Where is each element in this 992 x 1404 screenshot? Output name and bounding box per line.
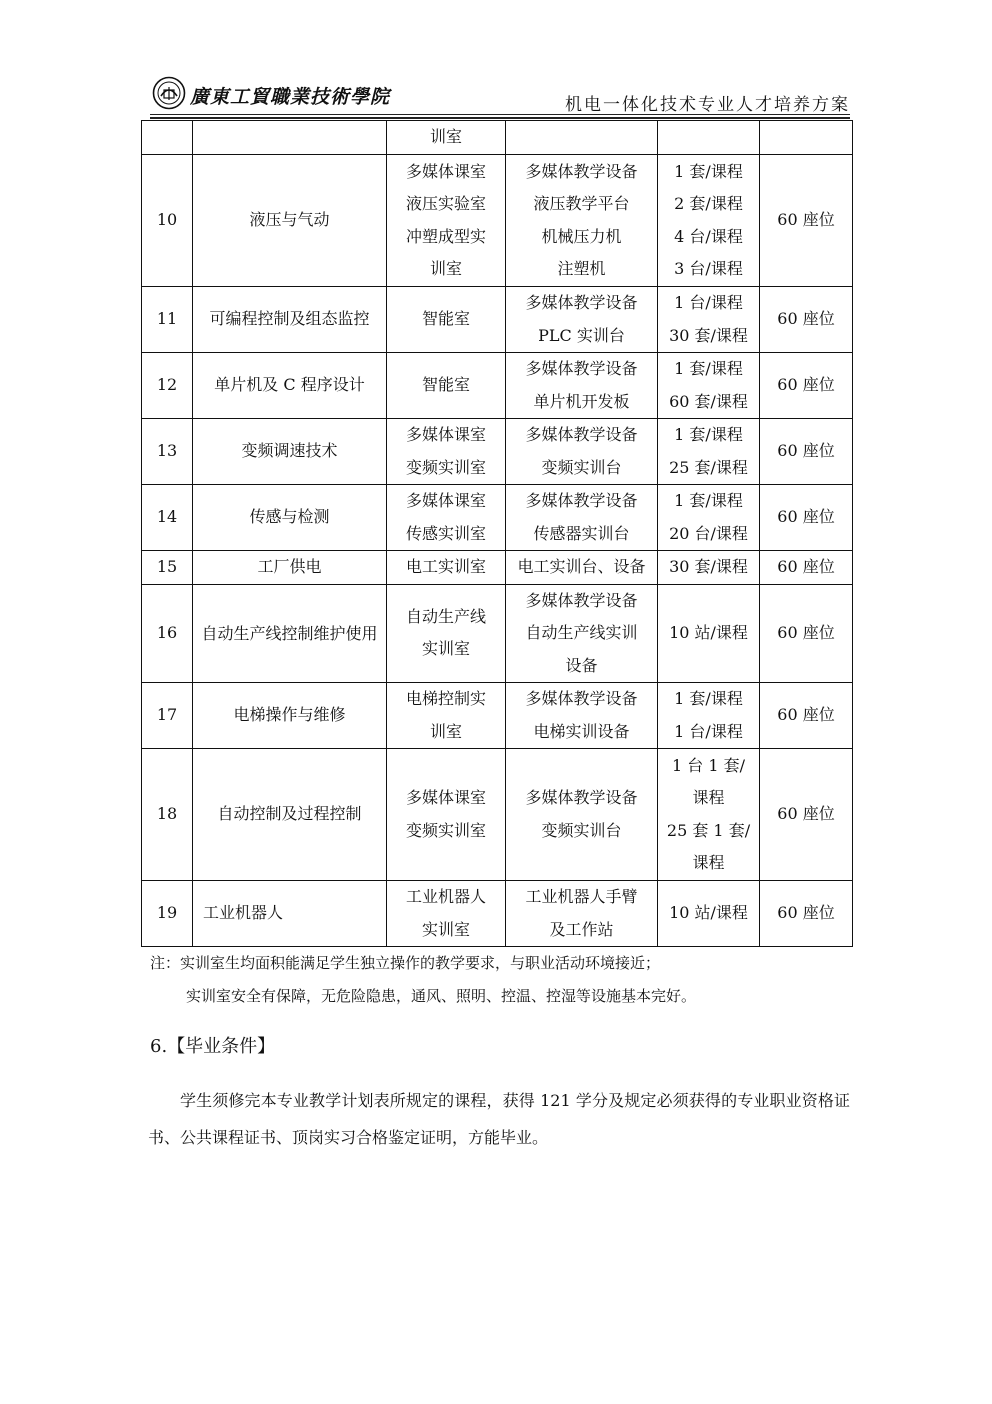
table-row <box>142 121 853 155</box>
note-line-2: 实训室安全有保障，无危险隐患，通风、照明、控温、控湿等设施基本完好。 <box>186 987 697 1005</box>
cell-capacity-line: 60 座位 <box>777 507 835 527</box>
cell-number-line: 13 <box>156 441 178 461</box>
cell-quantity-line: 课程 <box>692 788 725 807</box>
cell-course <box>193 485 387 551</box>
cell-course-line: 变频调速技术 <box>241 441 338 461</box>
cell-course-line: 传感与检测 <box>249 507 330 527</box>
cell-training-room-line: 工业机器人 <box>405 887 486 906</box>
cell-number <box>142 551 193 585</box>
cell-equipment <box>506 353 658 419</box>
cell-number <box>142 155 193 287</box>
cell-course-line: 电梯操作与维修 <box>233 705 346 725</box>
cell-course-line: 工厂供电 <box>257 557 322 576</box>
cell-course-line: 自动控制及过程控制 <box>217 804 362 824</box>
training-facilities-table <box>141 120 853 947</box>
cell-course <box>193 551 387 585</box>
cell-training-room-line: 训室 <box>429 127 462 147</box>
section-heading: 6.【毕业条件】 <box>150 1036 276 1057</box>
cell-quantity <box>658 881 760 947</box>
cell-capacity-line: 60 座位 <box>777 623 835 642</box>
cell-course <box>193 584 387 683</box>
table-row <box>142 683 853 749</box>
cell-number-line: 16 <box>156 623 178 642</box>
cell-training-room-line: 液压实验室 <box>405 194 486 213</box>
cell-capacity-line: 60 座位 <box>777 441 835 461</box>
cell-number <box>142 121 193 155</box>
cell-quantity-line: 1 台/课程 <box>674 293 743 312</box>
cell-training-room <box>387 155 506 287</box>
cell-quantity <box>658 584 760 683</box>
cell-quantity <box>658 749 760 881</box>
cell-training-room <box>387 683 506 749</box>
table-row <box>142 287 853 353</box>
cell-quantity <box>658 485 760 551</box>
cell-course <box>193 419 387 485</box>
cell-quantity-line: 10 站/课程 <box>669 623 748 642</box>
cell-equipment-line: 多媒体教学设备 <box>525 293 638 312</box>
cell-quantity-line: 1 套/课程 <box>674 161 743 181</box>
cell-quantity-line: 10 站/课程 <box>669 903 748 923</box>
cell-quantity <box>658 353 760 419</box>
cell-capacity-line: 60 座位 <box>777 705 835 725</box>
cell-capacity-line: 60 座位 <box>777 804 835 824</box>
cell-quantity-line: 1 套/课程 <box>674 689 743 708</box>
cell-course-line: 可编程控制及组态监控 <box>209 309 370 329</box>
cell-quantity-line: 1 台 1 套/ <box>671 755 745 775</box>
cell-capacity-line: 60 座位 <box>777 375 835 395</box>
cell-equipment <box>506 683 658 749</box>
cell-equipment <box>506 485 658 551</box>
cell-course <box>193 287 387 353</box>
table-note <box>150 947 696 1013</box>
cell-equipment-line: 液压教学平台 <box>533 194 630 213</box>
cell-quantity-line: 1 套/课程 <box>674 425 743 444</box>
cell-equipment <box>506 881 658 947</box>
cell-equipment-line: 传感器实训台 <box>533 523 630 543</box>
cell-quantity-line: 1 套/课程 <box>674 491 743 510</box>
cell-equipment-line: 多媒体教学设备 <box>525 590 638 610</box>
cell-equipment <box>506 551 658 585</box>
cell-capacity <box>760 584 853 683</box>
cell-equipment-line: 变频实训台 <box>541 820 622 840</box>
cell-training-room <box>387 121 506 155</box>
cell-training-room-line: 冲塑成型实 <box>405 226 486 246</box>
cell-equipment <box>506 287 658 353</box>
cell-training-room <box>387 881 506 947</box>
cell-number <box>142 419 193 485</box>
cell-capacity <box>760 287 853 353</box>
cell-number <box>142 584 193 683</box>
cell-quantity-line: 30 套/课程 <box>669 557 748 576</box>
cell-capacity <box>760 683 853 749</box>
cell-equipment-line: 设备 <box>565 655 598 675</box>
cell-training-room-line: 多媒体课室 <box>405 425 486 444</box>
cell-capacity-line: 60 座位 <box>777 557 835 576</box>
school-logo-icon <box>152 76 186 110</box>
cell-equipment-line: 单片机开发板 <box>533 391 630 411</box>
cell-equipment-line: 自动生产线实训 <box>525 623 638 642</box>
cell-quantity-line: 1 台/课程 <box>674 721 743 741</box>
cell-capacity <box>760 881 853 947</box>
cell-equipment-line: 多媒体教学设备 <box>525 689 638 708</box>
cell-course <box>193 749 387 881</box>
cell-number-line: 15 <box>156 557 178 576</box>
cell-number-line: 11 <box>156 309 178 329</box>
cell-equipment-line: 多媒体教学设备 <box>525 425 638 444</box>
cell-equipment-line: 多媒体教学设备 <box>525 161 638 181</box>
cell-training-room-line: 实训室 <box>421 919 470 939</box>
cell-course <box>193 881 387 947</box>
cell-equipment-line: 注塑机 <box>557 259 606 278</box>
cell-quantity-line: 25 套/课程 <box>669 457 748 477</box>
table-row <box>142 749 853 881</box>
cell-training-room <box>387 419 506 485</box>
cell-equipment-line: 多媒体教学设备 <box>525 359 638 378</box>
cell-training-room <box>387 287 506 353</box>
note-line-1: 注：实训室生均面积能满足学生独立操作的教学要求，与职业活动环境接近； <box>150 954 661 972</box>
cell-equipment-line: 多媒体教学设备 <box>525 788 638 807</box>
cell-capacity <box>760 353 853 419</box>
cell-training-room-line: 多媒体课室 <box>405 788 486 807</box>
cell-training-room-line: 变频实训室 <box>405 457 486 477</box>
cell-quantity <box>658 683 760 749</box>
graduation-requirements-paragraph: 学生须修完本专业教学计划表所规定的课程，获得 121 学分及规定必须获得的专业职业资格证书、公共课程证书、顶岗实习合格鉴定证明，方能毕业。 <box>148 1091 850 1147</box>
cell-equipment <box>506 749 658 881</box>
table-row <box>142 155 853 287</box>
cell-quantity-line: 25 套 1 套/ <box>666 820 751 840</box>
cell-training-room <box>387 485 506 551</box>
cell-quantity <box>658 419 760 485</box>
cell-capacity <box>760 121 853 155</box>
table-row <box>142 881 853 947</box>
cell-training-room <box>387 584 506 683</box>
cell-training-room-line: 变频实训室 <box>405 820 486 840</box>
cell-equipment <box>506 419 658 485</box>
table-row <box>142 551 853 585</box>
document-title: 机电一体化技术专业人才培养方案 <box>565 95 850 115</box>
header-divider <box>150 114 850 115</box>
cell-capacity-line: 60 座位 <box>777 309 835 329</box>
school-name: 廣東工貿職業技術學院 <box>190 86 391 108</box>
cell-number-line: 18 <box>156 804 178 824</box>
cell-number <box>142 683 193 749</box>
cell-quantity <box>658 121 760 155</box>
cell-training-room-line: 电工实训室 <box>405 557 486 576</box>
table-row <box>142 584 853 683</box>
cell-quantity-line: 课程 <box>692 853 725 872</box>
cell-training-room-line: 电梯控制实 <box>405 689 486 708</box>
cell-training-room <box>387 749 506 881</box>
cell-equipment-line: PLC 实训台 <box>538 325 625 345</box>
cell-course <box>193 121 387 155</box>
cell-training-room-line: 智能室 <box>421 309 470 329</box>
cell-equipment-line: 电梯实训设备 <box>533 721 630 741</box>
cell-training-room-line: 实训室 <box>421 639 470 659</box>
cell-number <box>142 287 193 353</box>
cell-training-room-line: 训室 <box>429 259 462 278</box>
cell-number-line: 19 <box>156 903 178 923</box>
cell-equipment-line: 多媒体教学设备 <box>525 491 638 510</box>
cell-quantity <box>658 287 760 353</box>
cell-number-line: 17 <box>156 705 178 725</box>
cell-course <box>193 155 387 287</box>
header-divider-thick <box>150 117 850 119</box>
table-row <box>142 419 853 485</box>
cell-equipment-line: 及工作站 <box>549 919 614 939</box>
cell-quantity <box>658 551 760 585</box>
cell-training-room-line: 智能室 <box>421 375 470 395</box>
cell-number-line: 10 <box>156 210 178 230</box>
cell-quantity <box>658 155 760 287</box>
cell-equipment <box>506 155 658 287</box>
cell-capacity <box>760 551 853 585</box>
cell-capacity <box>760 485 853 551</box>
table-row <box>142 353 853 419</box>
cell-number-line: 14 <box>156 507 178 527</box>
cell-training-room <box>387 551 506 585</box>
cell-number <box>142 881 193 947</box>
cell-quantity-line: 60 套/课程 <box>669 391 748 411</box>
table-row <box>142 485 853 551</box>
cell-capacity-line: 60 座位 <box>777 210 835 230</box>
cell-course-line: 单片机及 C 程序设计 <box>214 375 365 395</box>
cell-equipment-line: 电工实训台、设备 <box>517 557 646 576</box>
cell-training-room-line: 自动生产线 <box>405 606 486 626</box>
cell-number <box>142 353 193 419</box>
cell-training-room-line: 传感实训室 <box>405 523 486 543</box>
cell-number <box>142 749 193 881</box>
cell-equipment-line: 工业机器人手臂 <box>525 887 638 906</box>
cell-training-room-line: 多媒体课室 <box>405 491 486 510</box>
cell-quantity-line: 1 套/课程 <box>674 359 743 378</box>
cell-quantity-line: 20 台/课程 <box>669 523 748 543</box>
cell-course <box>193 353 387 419</box>
cell-training-room-line: 训室 <box>429 721 462 741</box>
cell-capacity <box>760 419 853 485</box>
cell-equipment-line: 机械压力机 <box>541 226 622 246</box>
cell-equipment <box>506 121 658 155</box>
cell-quantity-line: 4 台/课程 <box>674 226 743 246</box>
cell-number-line: 12 <box>156 375 178 395</box>
page-header <box>150 72 850 120</box>
cell-course-line: 工业机器人 <box>203 903 284 923</box>
cell-capacity-line: 60 座位 <box>777 903 835 923</box>
cell-course-line: 自动生产线控制维护使用 <box>201 623 378 643</box>
cell-training-room <box>387 353 506 419</box>
cell-course <box>193 683 387 749</box>
cell-training-room-line: 多媒体课室 <box>405 161 486 181</box>
cell-quantity-line: 3 台/课程 <box>674 259 743 278</box>
cell-number <box>142 485 193 551</box>
cell-capacity <box>760 749 853 881</box>
cell-quantity-line: 2 套/课程 <box>674 194 743 213</box>
cell-equipment <box>506 584 658 683</box>
cell-capacity <box>760 155 853 287</box>
cell-equipment-line: 变频实训台 <box>541 457 622 477</box>
cell-quantity-line: 30 套/课程 <box>669 325 748 345</box>
cell-course-line: 液压与气动 <box>249 210 330 230</box>
